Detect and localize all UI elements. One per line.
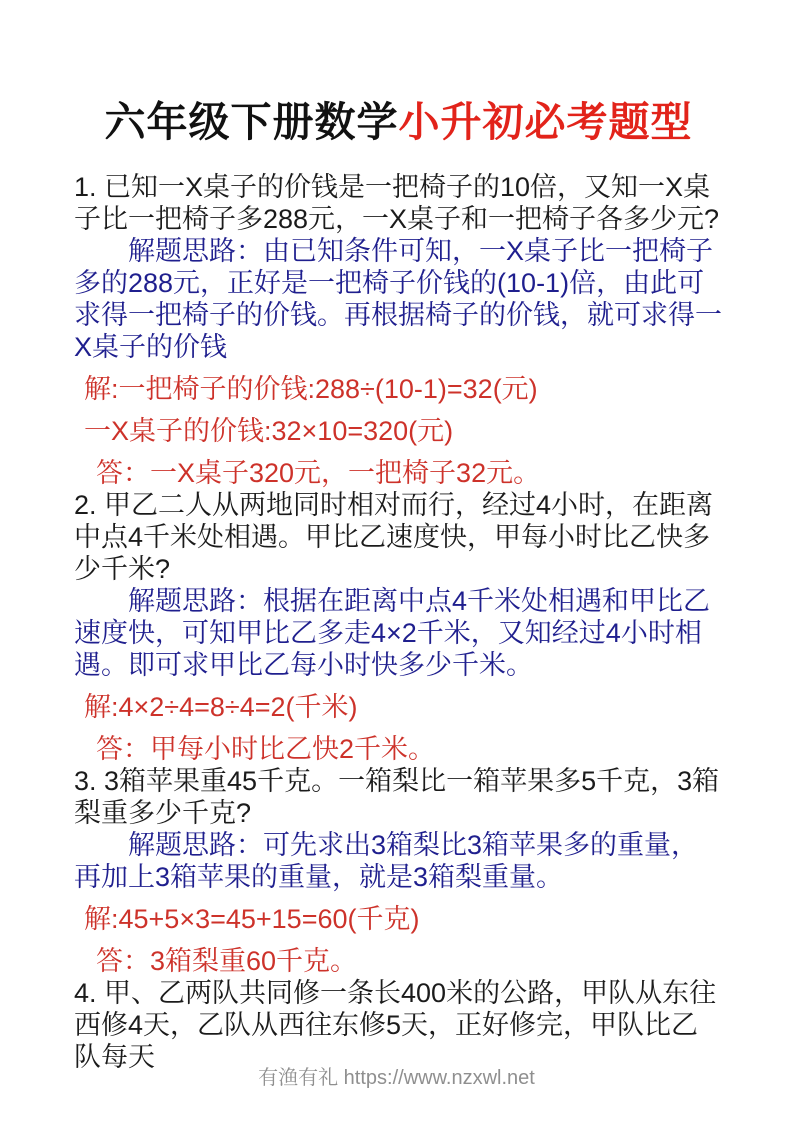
problem-2-statement: 2. 甲乙二人从两地同时相对而行，经过4小时，在距离中点4千米处相遇。甲比乙速度快，甲每小时比乙快多少千米? — [74, 490, 714, 584]
problem-3-solution-line: 解:45+5×3=45+15=60(千克) — [84, 904, 420, 934]
problem-1-solution-approach: 解题思路：由已知条件可知，一X桌子比一把椅子多的288元，正好是一把椅子价钱的(10-1)倍，由此可求得一把椅子的价钱。再根据椅子的价钱，就可求得一X桌子的价钱 — [74, 236, 722, 362]
problem-3-statement: 3. 3箱苹果重45千克。一箱梨比一箱苹果多5千克，3箱梨重多少千克? — [74, 766, 720, 828]
problem-1-solution-line: 解:一把椅子的价钱:288÷(10-1)=32(元) — [84, 374, 538, 404]
problem-2 — [74, 489, 723, 765]
problem-1-solution-line: 一X桌子的价钱:32×10=320(元) — [84, 416, 454, 446]
problem-2-solution-approach: 解题思路：根据在距离中点4千米处相遇和甲比乙速度快，可知甲比乙多走4×2千米，又知经过4小时相遇。即可求甲比乙每小时快多少千米。 — [74, 586, 711, 680]
worksheet-content — [0, 97, 793, 1073]
problem-3 — [74, 765, 723, 977]
problem-4 — [74, 977, 723, 1073]
page-title-black-part: 六年级下册数学 — [104, 99, 399, 145]
problem-3-solution-approach: 解题思路：可先求出3箱梨比3箱苹果多的重量，再加上3箱苹果的重量，就是3箱梨重量。 — [74, 830, 699, 892]
problem-1-statement: 1. 已知一X桌子的价钱是一把椅子的10倍，又知一X桌子比一把椅子多288元，一X桌子和一把椅子各多少元? — [74, 172, 720, 234]
page-title-red-part: 小升初必考题型 — [398, 99, 693, 145]
page-title — [74, 97, 723, 147]
problem-1 — [74, 171, 723, 489]
problem-2-solution-line: 解:4×2÷4=8÷4=2(千米) — [84, 692, 358, 722]
problem-4-statement: 4. 甲、乙两队共同修一条长400米的公路，甲队从东往西修4天，乙队从西往东修5天，正好修完，甲队比乙队每天 — [74, 978, 717, 1072]
problem-1-answer-line: 答：一X桌子320元，一把椅子32元。 — [96, 458, 541, 488]
problem-3-answer-line: 答：3箱梨重60千克。 — [96, 946, 358, 976]
footer-watermark — [0, 1066, 793, 1090]
footer-text: 有渔有礼 https://www.nzxwl.net — [258, 1067, 535, 1089]
problem-2-answer-line: 答：甲每小时比乙快2千米。 — [96, 734, 436, 764]
